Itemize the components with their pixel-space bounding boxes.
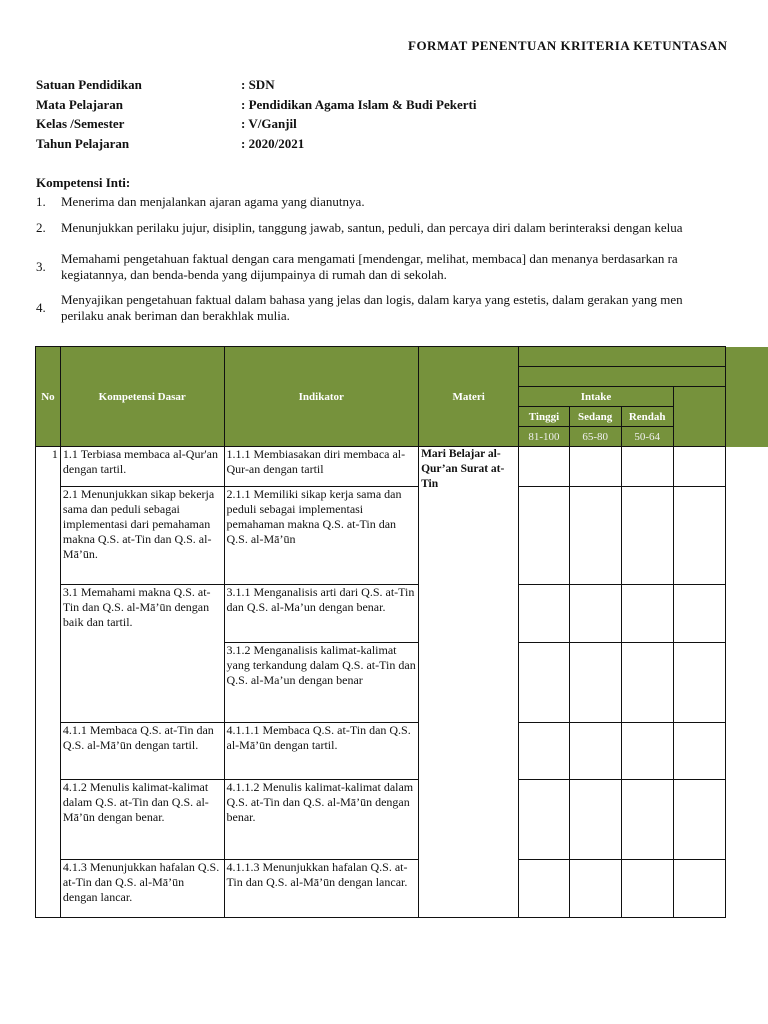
indikator-cell: 3.1.2 Menganalisis kalimat-kalimat yang terkandung dalam Q.S. at-Tin dan Q.S. al-Ma’un dengan benar xyxy=(224,643,419,723)
extra-cell xyxy=(673,780,725,860)
table-row xyxy=(36,780,726,860)
tinggi-cell[interactable] xyxy=(519,585,569,643)
kd-cell: 4.1.1 Membaca Q.S. at-Tin dan Q.S. al-Mā’ūn dengan tartil. xyxy=(60,723,224,780)
ki-number: 4. xyxy=(36,300,46,315)
indikator-cell: 3.1.1 Menganalisis arti dari Q.S. at-Tin dan Q.S. al-Ma’un dengan benar. xyxy=(224,585,419,643)
tinggi-cell[interactable] xyxy=(519,447,569,487)
indikator-cell: 4.1.1.2 Menulis kalimat-kalimat dalam Q.S. at-Tin dan Q.S. al-Mā’ūn dengan benar. xyxy=(224,780,419,860)
extra-cell xyxy=(673,487,725,585)
header-indikator: Indikator xyxy=(224,347,419,447)
header-rendah: Rendah xyxy=(621,407,673,427)
rendah-cell[interactable] xyxy=(621,860,673,918)
ki-text-line: Memahami pengetahuan faktual dengan cara mengamati [mendengar, melihat, membaca] dan menanya berdasarkan ra xyxy=(61,251,678,266)
table-row xyxy=(36,447,726,487)
meta-label: Satuan Pendidikan xyxy=(36,77,142,92)
tinggi-cell[interactable] xyxy=(519,780,569,860)
extra-cell xyxy=(673,860,725,918)
indikator-cell: 2.1.1 Memiliki sikap kerja sama dan peduli sebagai implementasi pemahaman makna Q.S. at-Tin dan Q.S. al-Mā’ūn xyxy=(224,487,419,585)
ki-text-line: Menyajikan pengetahuan faktual dalam bahasa yang jelas dan logis, dalam karya yang estetis, dalam gerakan yang men xyxy=(61,292,683,307)
range-tinggi: 81-100 xyxy=(519,427,569,447)
meta-label: Kelas /Semester xyxy=(36,116,125,131)
indikator-cell: 4.1.1.3 Menunjukkan hafalan Q.S. at-Tin dan Q.S. al-Mā’ūn dengan lancar. xyxy=(224,860,419,918)
header-overflow-band xyxy=(726,347,768,447)
range-sedang: 65-80 xyxy=(569,427,621,447)
tinggi-cell[interactable] xyxy=(519,860,569,918)
indikator-cell: 4.1.1.1 Membaca Q.S. at-Tin dan Q.S. al-Mā’ūn dengan tartil. xyxy=(224,723,419,780)
header-tinggi: Tinggi xyxy=(519,407,569,427)
header-intake: Intake xyxy=(519,387,674,407)
rendah-cell[interactable] xyxy=(621,447,673,487)
kd-cell: 1.1 Terbiasa membaca al-Qur'an dengan tartil. xyxy=(60,447,224,487)
kd-cell: 2.1 Menunjukkan sikap bekerja sama dan peduli sebagai implementasi dari pemahaman makna Q.S. at-Tin dan Q.S. al-Mā’ūn. xyxy=(60,487,224,585)
rendah-cell[interactable] xyxy=(621,585,673,643)
ki-text: Menerima dan menjalankan ajaran agama yang dianutnya. xyxy=(61,194,365,209)
header-criteria-blank xyxy=(519,347,726,367)
meta-value: : V/Ganjil xyxy=(241,116,297,131)
header-no: No xyxy=(36,347,61,447)
rendah-cell[interactable] xyxy=(621,780,673,860)
ki-text-line: perilaku anak beriman dan berakhlak mulia. xyxy=(61,308,290,323)
tinggi-cell[interactable] xyxy=(519,487,569,585)
sedang-cell[interactable] xyxy=(569,447,621,487)
ki-text-line: kegiatannya, dan benda-benda yang dijumpainya di rumah dan di sekolah. xyxy=(61,267,447,282)
indikator-cell: 1.1.1 Membiasakan diri membaca al-Qur-an dengan tartil xyxy=(224,447,419,487)
header-sedang: Sedang xyxy=(569,407,621,427)
sedang-cell[interactable] xyxy=(569,780,621,860)
kd-cell: 4.1.2 Menulis kalimat-kalimat dalam Q.S. at-Tin dan Q.S. al-Mā’ūn dengan benar. xyxy=(60,780,224,860)
header-kompetensi-dasar: Kompetensi Dasar xyxy=(60,347,224,447)
row-number: 1 xyxy=(36,447,61,918)
sedang-cell[interactable] xyxy=(569,487,621,585)
table-row xyxy=(36,585,726,643)
ki-number: 1. xyxy=(36,194,46,209)
materi-cell: Mari Belajar al-Qur’an Surat at-Tin xyxy=(419,447,519,918)
meta-value: : 2020/2021 xyxy=(241,135,305,151)
meta-label: Tahun Pelajaran xyxy=(36,135,130,151)
header-criteria-blank xyxy=(519,367,726,387)
rendah-cell[interactable] xyxy=(621,487,673,585)
ki-heading: Kompetensi Inti: xyxy=(36,175,131,190)
rendah-cell[interactable] xyxy=(621,643,673,723)
header-extra xyxy=(673,387,725,447)
sedang-cell[interactable] xyxy=(569,860,621,918)
meta-value: : SDN xyxy=(241,77,275,92)
extra-cell xyxy=(673,585,725,643)
range-rendah: 50-64 xyxy=(621,427,673,447)
ki-number: 3. xyxy=(36,259,46,274)
table-row xyxy=(36,487,726,585)
sedang-cell[interactable] xyxy=(569,723,621,780)
rendah-cell[interactable] xyxy=(621,723,673,780)
meta-label: Mata Pelajaran xyxy=(36,96,124,112)
sedang-cell[interactable] xyxy=(569,585,621,643)
kd-cell: 3.1 Memahami makna Q.S. at-Tin dan Q.S. al-Mā’ūn dengan baik dan tartil. xyxy=(60,585,224,723)
tinggi-cell[interactable] xyxy=(519,723,569,780)
ki-text: Menunjukkan perilaku jujur, disiplin, tanggung jawab, santun, peduli, dan percaya diri dalam berinteraksi dengan kelua xyxy=(61,220,683,235)
table-row xyxy=(36,723,726,780)
extra-cell xyxy=(673,723,725,780)
document-title: FORMAT PENENTUAN KRITERIA KETUNTASAN xyxy=(408,38,728,53)
sedang-cell[interactable] xyxy=(569,643,621,723)
extra-cell xyxy=(673,643,725,723)
header-materi: Materi xyxy=(419,347,519,447)
kkm-table xyxy=(35,346,726,918)
ki-number: 2. xyxy=(36,220,46,235)
table-row xyxy=(36,860,726,918)
tinggi-cell[interactable] xyxy=(519,643,569,723)
extra-cell xyxy=(673,447,725,487)
kd-cell: 4.1.3 Menunjukkan hafalan Q.S. at-Tin dan Q.S. al-Mā’ūn dengan lancar. xyxy=(60,860,224,918)
meta-value: : Pendidikan Agama Islam & Budi Pekerti xyxy=(241,96,477,112)
